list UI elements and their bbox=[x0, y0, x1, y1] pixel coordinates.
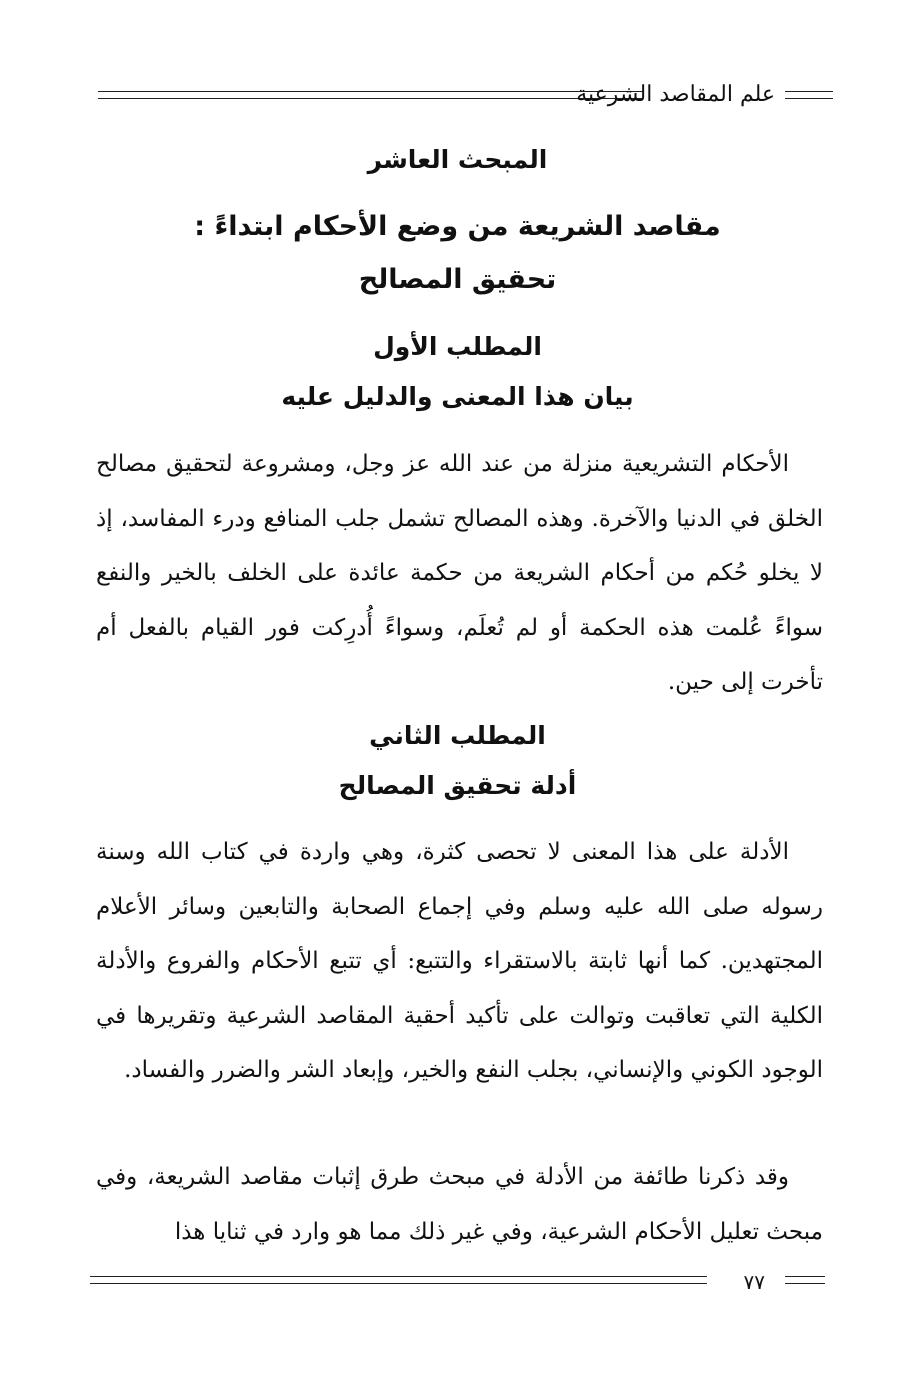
part1-paragraph: الأحكام التشريعية منزلة من عند الله عز وجل، ومشروعة لتحقيق مصالح الخلق في الدنيا والآخرة. وهذه المصالح تشمل جلب المنافع ودرء المفاسد، إذ لا يخلو حُكم من أحكام الشريعة من حكمة عائدة على الخلف بالخير والنفع سواءً عُلمت هذه الحكمة أو لم تُعلَم، وسواءً أُدرِكت فور القيام بالفعل أم تأخرت إلى حين. bbox=[96, 451, 823, 695]
part2-paragraph-continued: وقد ذكرنا طائفة من الأدلة في مبحث طرق إثبات مقاصد الشريعة، وفي مبحث تعليل الأحكام الشرعية، وفي غير ذلك مما هو وارد في ثنايا هذا bbox=[96, 1164, 823, 1245]
page-footer bbox=[90, 1268, 825, 1298]
header-rule-short bbox=[785, 91, 833, 99]
part2-paragraph: الأدلة على هذا المعنى لا تحصى كثرة، وهي واردة في كتاب الله وسنة رسوله صلى الله عليه وسلم وفي إجماع الصحابة والتابعين وسائر الأعلام المجتهدين. كما أنها ثابتة بالاستقراء والتتبع: أي تتبع الأحكام والفروع والأدلة الكلية التي تعاقبت وتوالت على تأكيد أحقية المقاصد الشرعية وتقريرها في الوجود الكوني والإنساني، بجلب النفع والخير، وإبعاد الشر والضرر والفساد. bbox=[96, 839, 823, 1083]
part1-subheading: بيان هذا المعنى والدليل عليه bbox=[281, 382, 634, 411]
running-header-title: علم المقاصد الشرعية bbox=[576, 82, 775, 107]
page-number: ٧٧ bbox=[743, 1270, 765, 1294]
part2-heading: المطلب الثاني bbox=[369, 721, 546, 750]
header-rule bbox=[98, 91, 643, 99]
footer-rule bbox=[90, 1276, 707, 1284]
footer-rule-short bbox=[785, 1276, 825, 1284]
part1-heading: المطلب الأول bbox=[373, 332, 542, 361]
chapter-title: مقاصد الشريعة من وضع الأحكام ابتداءً : bbox=[194, 211, 721, 242]
chapter-subtitle: تحقيق المصالح bbox=[358, 264, 557, 295]
running-header bbox=[98, 80, 833, 110]
part2-subheading: أدلة تحقيق المصالح bbox=[338, 771, 577, 800]
section-title: المبحث العاشر bbox=[367, 145, 548, 174]
